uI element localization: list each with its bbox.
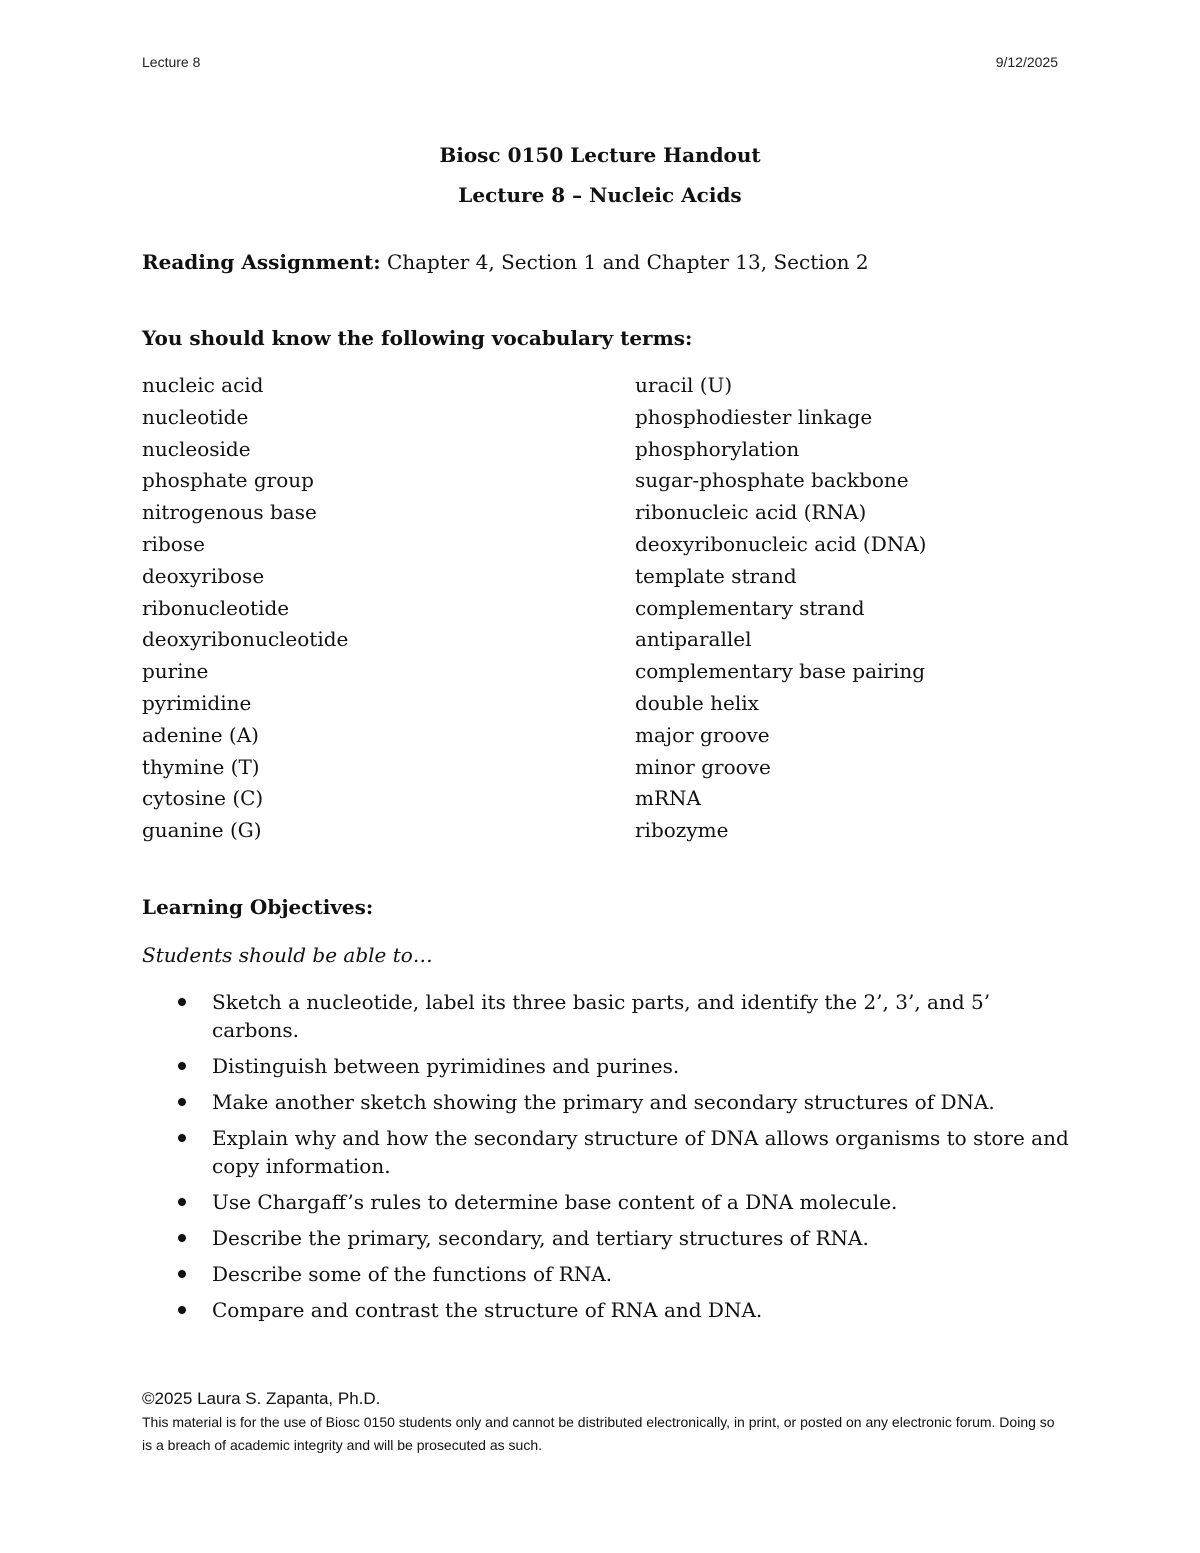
objective-text: Explain why and how the secondary structure of DNA allows organisms to store and copy information.	[212, 1126, 1069, 1178]
learning-objectives-heading: Learning Objectives:	[142, 895, 374, 919]
objective-item	[142, 988, 1072, 1044]
vocab-term: nucleotide	[142, 404, 249, 429]
vocab-term: guanine (G)	[142, 818, 262, 843]
vocabulary-list-left	[142, 370, 348, 847]
lecture-title: Lecture 8 – Nucleic Acids	[458, 183, 742, 207]
vocab-term: ribonucleic acid (RNA)	[635, 500, 867, 525]
handout-title: Biosc 0150 Lecture Handout	[439, 143, 761, 167]
vocab-term: thymine (T)	[142, 754, 260, 779]
vocab-term: nitrogenous base	[142, 500, 317, 525]
reading-assignment-text: Chapter 4, Section 1 and Chapter 13, Section 2	[380, 250, 869, 274]
copyright-notice: ©2025 Laura S. Zapanta, Ph.D.	[142, 1389, 381, 1408]
objective-item	[142, 1124, 1072, 1180]
objective-text: Compare and contrast the structure of RNA and DNA.	[212, 1298, 763, 1322]
objective-item	[142, 1188, 1072, 1216]
vocab-term: cytosine (C)	[142, 786, 264, 811]
vocab-term: major groove	[635, 722, 770, 747]
vocab-term: deoxyribonucleotide	[142, 627, 349, 652]
objective-text: Describe the primary, secondary, and tertiary structures of RNA.	[212, 1226, 869, 1250]
vocab-term: adenine (A)	[142, 722, 259, 747]
vocab-term: nucleic acid	[142, 373, 264, 397]
header-date: 9/12/2025	[995, 54, 1058, 70]
vocab-term: antiparallel	[635, 627, 752, 652]
objective-text: Describe some of the functions of RNA.	[212, 1262, 613, 1286]
vocab-term: purine	[142, 659, 209, 684]
bullet-icon	[178, 1198, 186, 1206]
objective-item	[142, 1260, 1072, 1288]
bullet-icon	[178, 1306, 186, 1314]
objective-item	[142, 1296, 1072, 1324]
objective-item	[142, 1052, 1072, 1080]
vocabulary-heading: You should know the following vocabulary terms:	[142, 326, 693, 350]
vocab-term: ribonucleotide	[142, 595, 290, 620]
vocab-term: complementary base pairing	[635, 659, 926, 684]
vocab-term: nucleoside	[142, 436, 251, 461]
objective-item	[142, 1088, 1072, 1116]
bullet-icon	[178, 1098, 186, 1106]
bullet-icon	[178, 1134, 186, 1142]
objective-text: Use Chargaff’s rules to determine base content of a DNA molecule.	[212, 1190, 898, 1214]
learning-objectives-intro: Students should be able to…	[142, 943, 433, 967]
footer	[142, 1387, 1062, 1457]
vocab-term: double helix	[635, 690, 759, 715]
vocabulary-list-right	[635, 370, 926, 847]
bullet-icon	[178, 1270, 186, 1278]
vocab-term: template strand	[635, 563, 797, 588]
vocab-term: mRNA	[635, 786, 701, 811]
learning-objectives-list	[142, 988, 1072, 1332]
bullet-icon	[178, 998, 186, 1006]
vocab-term: deoxyribose	[142, 563, 265, 588]
usage-notice: This material is for the use of Biosc 0150 students only and cannot be distributed electronically, in print, or posted on any electronic forum. Doing so is a breach of academic integrity and will be prosecuted as such.	[142, 1414, 1055, 1453]
vocab-term: minor groove	[635, 754, 771, 779]
vocab-term: complementary strand	[635, 595, 865, 620]
bullet-icon	[178, 1062, 186, 1070]
vocab-term: phosphorylation	[635, 436, 800, 461]
vocab-term: sugar-phosphate backbone	[635, 468, 909, 493]
vocab-term: uracil (U)	[635, 373, 733, 397]
objective-item	[142, 1224, 1072, 1252]
vocab-term: phosphodiester linkage	[635, 404, 873, 429]
vocab-term: ribozyme	[635, 818, 729, 843]
reading-assignment	[142, 250, 869, 274]
vocab-term: deoxyribonucleic acid (DNA)	[635, 531, 927, 556]
bullet-icon	[178, 1234, 186, 1242]
vocab-term: phosphate group	[142, 468, 314, 493]
objective-text: Make another sketch showing the primary and secondary structures of DNA.	[212, 1090, 995, 1114]
vocab-term: ribose	[142, 531, 205, 556]
header-lecture-label: Lecture 8	[142, 54, 201, 70]
reading-assignment-label: Reading Assignment:	[142, 250, 381, 274]
objective-text: Sketch a nucleotide, label its three basic parts, and identify the 2’, 3’, and 5’ carbons.	[212, 990, 991, 1042]
objective-text: Distinguish between pyrimidines and purines.	[212, 1054, 680, 1078]
vocab-term: pyrimidine	[142, 690, 252, 715]
